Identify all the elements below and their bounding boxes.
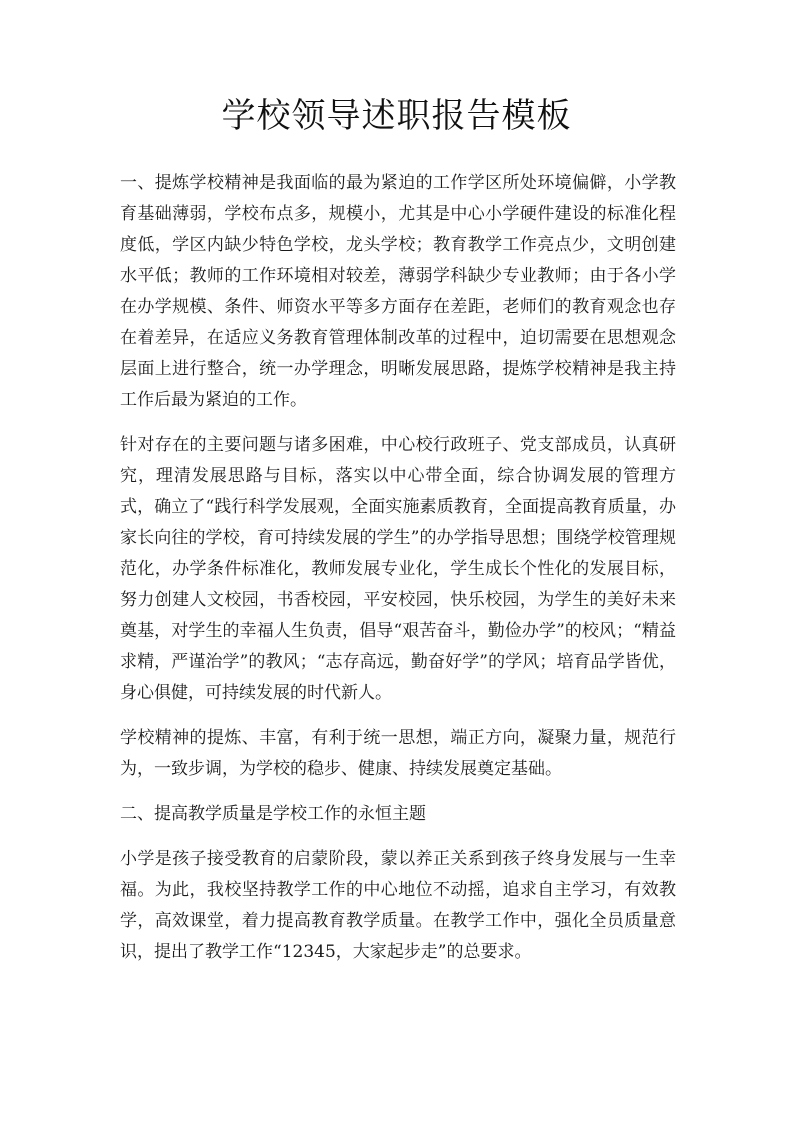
paragraph-2: 针对存在的主要问题与诸多困难，中心校行政班子、党支部成员，认真研究，理清发展思路与目标，落实以中心带全面，综合协调发展的管理方式，确立了“践行科学发展观，全面实施素质教育，全面提高教育质量，办家长向往的学校，育可持续发展的学生”的办学指导思想；围绕学校管理规范化，办学条件标准化，教师发展专业化，学生成长个性化的发展目标，努力创建人文校园，书香校园，平安校园，快乐校园，为学生的美好未来奠基，对学生的幸福人生负责，倡导“艰苦奋斗，勤俭办学”的校风；“精益求精，严谨治学”的教风；“志存高远，勤奋好学”的学风；培育品学皆优，身心俱健，可持续发展的时代新人。 [120,435,676,703]
paragraph-3: 学校精神的提炼、丰富，有利于统一思想，端正方向，凝聚力量，规范行为，一致步调，为学校的稳步、健康、持续发展奠定基础。 [120,728,676,779]
document-body [120,168,676,982]
paragraph-1: 一、提炼学校精神是我面临的最为紧迫的工作学区所处环境偏僻，小学教育基础薄弱，学校布点多，规模小，尤其是中心小学硬件建设的标准化程度低，学区内缺少特色学校，龙头学校；教育教学工作亮点少，文明创建水平低；教师的工作环境相对较差，薄弱学科缺少专业教师；由于各小学在办学规模、条件、师资水平等多方面存在差距，老师们的教育观念也存在着差异，在适应义务教育管理体制改革的过程中，迫切需要在思想观念层面上进行整合，统一办学理念，明晰发展思路，提炼学校精神是我主持工作后最为紧迫的工作。 [120,173,676,410]
section-heading-2: 二、提高教学质量是学校工作的永恒主题 [120,804,426,824]
paragraph-4: 小学是孩子接受教育的启蒙阶段，蒙以养正关系到孩子终身发展与一生幸福。为此，我校坚持教学工作的中心地位不动摇，追求自主学习，有效教学，高效课堂，着力提高教育教学质量。在教学工作中，强化全员质量意识，提出了教学工作“12345，大家起步走”的总要求。 [120,849,676,962]
document-title: 学校领导述职报告模板 [221,96,572,136]
